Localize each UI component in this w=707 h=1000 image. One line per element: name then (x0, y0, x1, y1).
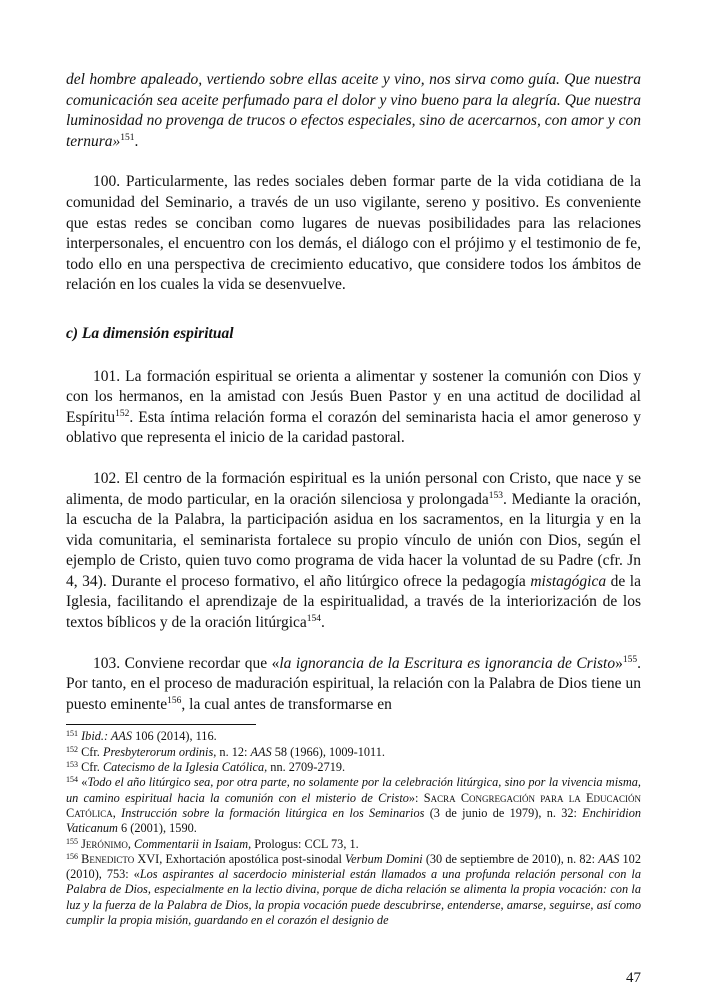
footnote-156 (66, 852, 641, 928)
footnote-text: 58 (1966), 1009-1011. (271, 744, 385, 759)
footnote-text: , n. 12: (213, 744, 251, 759)
footnote-number: 154 (66, 775, 78, 785)
paragraph-text: de la Iglesia, facilitando el aprendizaje de la espiritualidad, a través de la interiorización de los textos bíblicos y de la oración litúrgica (66, 572, 641, 632)
footnote-153 (66, 760, 641, 775)
paragraph-text: 101. La formación espiritual se orienta a alimentar y sostener la comunión con Dios y con los hermanos, en la amistad con Jesús Buen Pastor y en una actitud de docilidad al Espíritu (66, 367, 641, 426)
footnote-italic: Commentarii in Isaiam (134, 836, 249, 851)
paragraph-text: 103. Conviene recordar que « (93, 654, 280, 672)
footnote-quote: Todo el año litúrgico sea, por otra parte, no solamente por la celebración litúrgica, sino por la vivencia misma, un camino espiritual hacia la comunión con el misterio de Cristo (66, 775, 641, 805)
paragraph-text: . Mediante la oración, la escucha de la Palabra, la participación asidua en los sacramentos, en la liturgia y en la vida comunitaria, el seminarista fortalece su propio vínculo de unión con Dios, según el ejemplo de Cristo, quien tuvo como programa de vida hacer la voluntad de su Padre (cfr. Jn 4, 34). Durante el proceso formativo, el año litúrgico ofrece la pedagogía (66, 490, 641, 590)
footnote-text: 106 (2014), 116. (132, 729, 217, 744)
italic-term: mistagógica (530, 572, 607, 590)
footnote-text: « (78, 775, 88, 790)
footnote-152 (66, 745, 641, 760)
footnote-italic: Instrucción sobre la formación litúrgica en los Seminarios (121, 805, 425, 820)
footnote-number: 153 (66, 760, 78, 770)
footnote-italic: Enchiridion Vaticanum (66, 805, 641, 836)
footnote-text: , Exhortación apostólica post-sinodal (159, 851, 346, 866)
footnote-italic: Presbyterorum ordinis (102, 744, 214, 759)
footnote-number: 151 (66, 729, 78, 739)
footnote-text: (30 de septiembre de 2010), n. 82: (422, 851, 599, 866)
paragraph-text: » (615, 654, 623, 672)
footnote-text: nn. 2709-2719. (267, 760, 346, 775)
footnote-text: , (112, 805, 122, 820)
paragraph-102 (66, 469, 641, 634)
footnote-text: , Prologus: CCL 73, 1. (248, 836, 359, 851)
footnote-italic: Catecismo de la Iglesia Católica, (102, 760, 268, 775)
paragraph-continued (66, 70, 641, 152)
footnote-ref-154[interactable]: 154 (306, 614, 322, 625)
footnote-text: »: (408, 790, 424, 805)
footnote-divider (66, 724, 256, 725)
paragraph-text: 102. El centro de la formación espiritual es la unión personal con Cristo, que nace y se alimenta, de modo particular, en la oración silenciosa y prolongada (66, 469, 641, 508)
punctuation: . (134, 132, 139, 150)
footnote-quote: Los aspirantes al sacerdocio ministerial están llamados a una profunda relación personal con la Palabra de Dios, especialmente en la lectio divina, porque de dicha relación se alimenta la propia vocación: con la luz y la fuerza de la Palabra de Dios, la propia vocación puede descubrirse, entenderse, amarse, seguirse, así como cumplir la propia misión, guardando en el corazón el designio de (66, 867, 641, 927)
footnote-number: 152 (66, 744, 78, 754)
footnote-italic: AAS (598, 851, 620, 866)
quote-continuation: del hombre apaleado, vertiendo sobre ellas aceite y vino, nos sirva como guía. Que nuestra comunicación sea aceite perfumado para el dolor y vino bueno para la alegría. Que nuestra luminosidad no provenga de trucos o efectos especiales, sino de acercarnos, con amor y con ternura» (66, 71, 641, 150)
paragraph-text: . Por tanto, en el proceso de maduración espiritual, la relación con la Palabra de Dios tiene un puesto eminente (66, 654, 641, 713)
paragraph-text: , la cual antes de transformarse en (181, 695, 392, 713)
page-number: 47 (626, 970, 641, 986)
footnote-ref-152[interactable]: 152 (115, 408, 130, 419)
footnote-author: Benedicto XVI (81, 851, 160, 866)
footnote-ref-153[interactable]: 153 (488, 490, 504, 501)
footnote-italic: Verbum Domini (345, 851, 423, 866)
paragraph-100: 100. Particularmente, las redes sociales deben formar parte de la vida cotidiana de la comunidad del Seminario, a través de un uso vigilante, sereno y positivo. Es conveniente que estas redes se conciban como lugares de nuevas posibilidades para las relaciones interpersonales, el encuentro con los demás, el diálogo con el prójimo y el testimonio de fe, todo ello en una perspectiva de crecimiento educativo, que considere todos los ámbitos de relación en los cuales la vida se desenvuelve. (66, 173, 641, 294)
quote-text: la ignorancia de la Escritura es ignorancia de Cristo (279, 654, 616, 672)
footnote-ref-155[interactable]: 155 (622, 654, 638, 665)
footnote-author: Jerónimo (81, 836, 128, 851)
footnote-ref-156[interactable]: 156 (167, 695, 182, 706)
footnote-155 (66, 837, 641, 852)
footnote-number: 156 (66, 851, 78, 861)
footnote-text: Cfr. (78, 760, 103, 775)
paragraph-103 (66, 654, 641, 716)
footnote-154 (66, 775, 641, 836)
footnote-author: Sacra Congregación para la Educación Católica (66, 790, 642, 820)
footnote-text: Cfr. (78, 744, 103, 759)
paragraph-101 (66, 367, 641, 449)
footnote-italic: Ibid.: AAS (81, 729, 133, 744)
footnote-text: 102 (2010), 753: « (66, 851, 641, 882)
footnote-text: , (127, 836, 135, 851)
footnote-italic: AAS (250, 744, 272, 759)
footnote-151 (66, 729, 641, 744)
footnotes (66, 729, 641, 928)
footnote-text: 6 (2001), 1590. (117, 821, 197, 836)
section-heading: c) La dimensión espiritual (66, 324, 234, 342)
footnote-number: 155 (66, 836, 78, 846)
paragraph-text: . Esta íntima relación forma el corazón del seminarista hacia el amor generoso y oblativo que representa el inicio de la caridad pastoral. (66, 408, 641, 447)
paragraph-text: . (321, 614, 325, 632)
footnote-ref-151[interactable]: 151 (120, 132, 135, 143)
footnote-text: (3 de junio de 1979), n. 32: (424, 805, 583, 820)
